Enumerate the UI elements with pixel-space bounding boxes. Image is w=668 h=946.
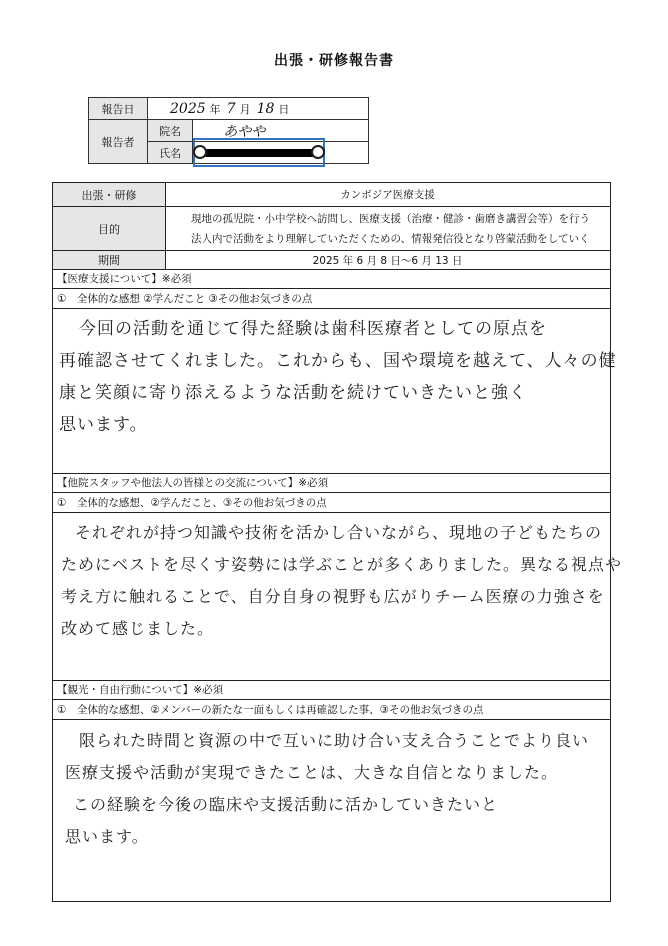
purpose-label: 目的: [53, 207, 166, 250]
date-month: 7: [226, 100, 236, 117]
reporter-label: 報告者: [89, 120, 148, 164]
period-label: 期間: [53, 251, 166, 269]
answer-line: 思います。: [65, 827, 149, 846]
section-leisure-answer: [53, 725, 610, 895]
period-row: [53, 251, 610, 270]
document-title: 出張・研修報告書: [274, 53, 394, 69]
section-medical-heading: 【医療支援について】※必須: [53, 270, 610, 289]
section-medical-answer: [53, 313, 617, 473]
redaction-bar: [203, 149, 315, 157]
date-year-unit: 年: [209, 102, 221, 116]
trip-label: 出張・研修: [53, 183, 166, 206]
date-day-unit: 日: [278, 102, 290, 116]
answer-line: 医療支援や活動が実現できたことは、大きな自信となりました。: [65, 763, 559, 782]
report-date-label: 報告日: [89, 98, 148, 120]
answer-line: 今回の活動を通じて得た経験は歯科医療者としての原点を: [79, 319, 547, 339]
clinic-name: あやや: [223, 123, 266, 140]
section-exchange-heading: 【他院スタッフや他法人の皆様との交流について】※必須: [53, 474, 610, 493]
answer-line: この経験を今後の臨床や支援活動に活かしていきたいと: [73, 795, 499, 814]
trip-value: カンボジア医療支援: [340, 189, 435, 201]
date-month-unit: 月: [239, 102, 251, 116]
answer-line: 思います。: [59, 415, 148, 435]
resize-handle-left[interactable]: [193, 145, 207, 159]
answer-line: 康と笑顔に寄り添えるような活動を続けていきたいと強く: [59, 383, 527, 403]
section-exchange-prompt: ① 全体的な感想、②学んだこと、③その他お気づきの点: [53, 493, 610, 513]
answer-line: 限られた時間と資源の中で互いに助け合い支え合うことでより良い: [79, 731, 590, 750]
answer-line: 考え方に触れることで、自分自身の視野も広がりチーム医療の力強さを: [61, 587, 605, 606]
period-value: 2025 年 6 月 8 日～6 月 13 日: [312, 254, 463, 267]
resize-handle-right[interactable]: [311, 145, 325, 159]
purpose-line: 現地の孤児院・小中学校へ訪問し、医療支援（治療・健診・歯磨き講習会等）を行う: [191, 212, 590, 225]
clinic-label: 院名: [148, 120, 193, 142]
purpose-line: 法人内で活動をより理解していただくための、情報発信役となり啓蒙活動をしていく: [191, 232, 590, 245]
answer-line: 改めて感じました。: [61, 619, 215, 638]
section-leisure-prompt: ① 全体的な感想、②メンバーの新たな一面もしくは再確認した事、③その他お気づきの点: [53, 700, 610, 720]
answer-line: 再確認させてくれました。これからも、国や環境を越えて、人々の健: [59, 351, 617, 371]
report-date-value: [148, 98, 369, 120]
trip-row: [53, 183, 610, 207]
section-exchange-answer: [53, 517, 623, 677]
report-form: [52, 182, 623, 902]
purpose-value: [165, 207, 610, 250]
date-year: 2025: [170, 100, 206, 117]
redaction-selection-box[interactable]: [193, 138, 325, 167]
answer-line: ためにベストを尽くす姿勢には学ぶことが多くありました。異なる視点や: [61, 555, 623, 574]
name-label: 氏名: [148, 142, 193, 164]
section-medical-prompt: ① 全体的な感想 ②学んだこと ③その他お気づきの点: [53, 289, 610, 309]
answer-line: それぞれが持つ知識や技術を活かし合いながら、現地の子どもたちの: [75, 523, 603, 542]
purpose-row: [53, 207, 610, 251]
date-day: 18: [256, 100, 275, 117]
section-leisure-heading: 【観光・自由行動について】※必須: [53, 681, 610, 700]
